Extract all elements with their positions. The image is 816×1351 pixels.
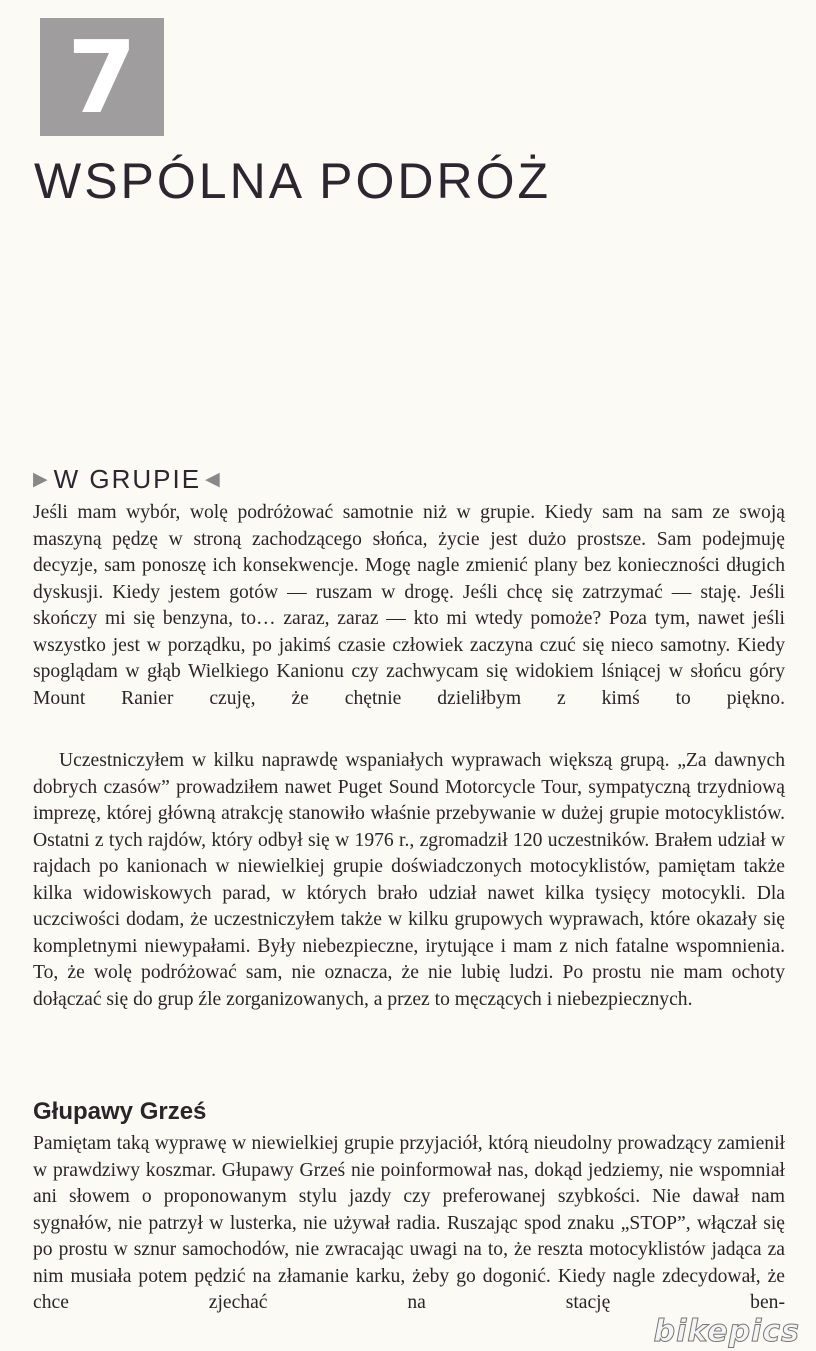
chapter-title: WSPÓLNA PODRÓŻ xyxy=(34,153,552,209)
chapter-number: 7 xyxy=(67,19,137,136)
body-paragraph: Jeśli mam wybór, wolę podróżować samotnie niż w grupie. Kiedy sam na sam ze swoją maszyną pędzę w stroną zachodzącego słońca, życie jest dużo prostsze. Sam podejmuję decyzje, sam ponoszę ich konsekwencje. Mogę nagle zmienić plany bez konieczności długich dyskusji. Kiedy jestem gotów — ruszam w drogę. Jeśli chcę się zatrzymać — staję. Jeśli skończy mi się benzyna, to… zaraz, zaraz — kto mi wtedy pomoże? Poza tym, nawet jeśli wszystko jest w porządku, po jakimś czasie człowiek zaczyna czuć się nieco samotny. Kiedy spoglądam w głąb Wielkiego Kanionu czy zachwycam się widokiem lśniącej w słońcu góry Mount Ranier czuję, że chętnie dzieliłbym z kimś to piękno. xyxy=(33,502,785,709)
triangle-left-icon: ◀ xyxy=(205,469,222,490)
chapter-number-box xyxy=(40,18,164,136)
triangle-right-icon: ▶ xyxy=(33,469,50,490)
body-paragraph: Uczestniczyłem w kilku naprawdę wspaniałych wyprawach większą grupą. „Za dawnych dobrych czasów” prowadziłem nawet Puget Sound Motorcycle Tour, sympatyczną trzydniową imprezę, której główną atrakcję stanowiło właśnie przebywanie w dużej grupie motocyklistów. Ostatni z tych rajdów, który odbył się w 1976 r., zgromadził 120 uczestników. Brałem udział w rajdach po kanionach w niewielkiej grupie doświadczonych motocyklistów, pamiętam także kilka widowiskowych parad, w których brało udział nawet kilka tysięcy motocykli. Dla uczciwości dodam, że uczestniczyłem także w kilku grupowych wyprawach, które okazały się kompletnymi niewypałami. Były niebezpieczne, irytujące i mam z nich fatalne wspomnienia. To, że wolę podróżować sam, nie oznacza, że nie lubię ludzi. Po prostu nie mam ochoty dołączać się do grup źle zorganizowanych, a przez to męczących i niebezpiecznych. xyxy=(33,750,785,1010)
watermark-logo: bikepics xyxy=(653,1314,800,1349)
body-paragraph: Pamiętam taką wyprawę w niewielkiej grupie przyjaciół, którą nieudolny prowadzący zamienił w prawdziwy koszmar. Głupawy Grześ nie poinformował nas, dokąd jedziemy, nie wspomniał ani słowem o proponowanym stylu jazdy czy preferowanej szybkości. Nie dawał nam sygnałów, nie patrzył w lusterka, nie używał radia. Ruszając spod znaku „STOP”, włączał się po prostu w sznur samochodów, nie zwracając uwagi na to, że reszta motocyklistów jadąca za nim musiała potem pędzić na złamanie karku, żeby go dogonić. Kiedy nagle zdecydował, że chce zjechać na stację ben- xyxy=(33,1133,785,1313)
section-heading xyxy=(33,464,222,495)
subsection-heading: Głupawy Grześ xyxy=(33,1098,207,1125)
section-heading-text: W GRUPIE xyxy=(53,464,202,494)
